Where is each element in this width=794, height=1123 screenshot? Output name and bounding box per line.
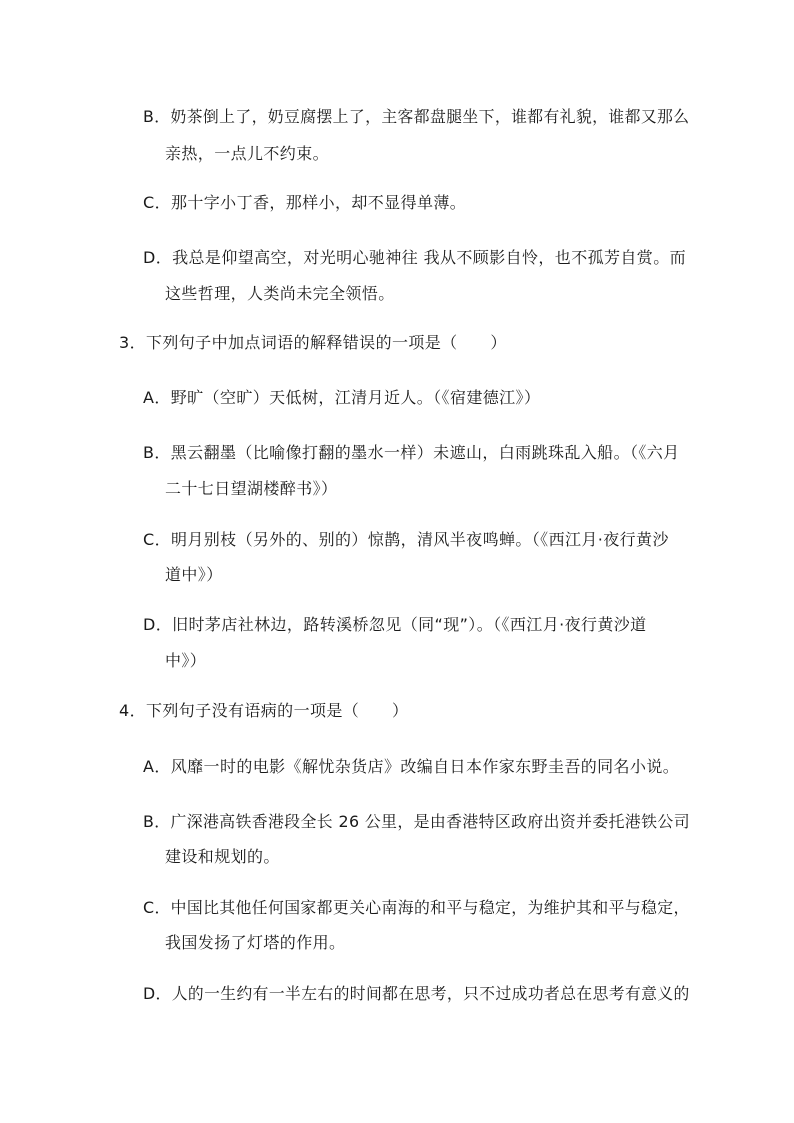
q2-option-d-line2: 这些哲理，人类尚未完全领悟。 bbox=[165, 284, 395, 303]
q2-option-c-line1: C．那十字小丁香，那样小，却不显得单薄。 bbox=[143, 193, 467, 212]
q3-stem: 3．下列句子中加点词语的解释错误的一项是（ ） bbox=[119, 333, 507, 352]
q3-option-a-line1: A．野旷（空旷）天低树，江清月近人。（《宿建德江》） bbox=[143, 388, 541, 407]
q2-option-b-line2: 亲热，一点儿不约束。 bbox=[165, 144, 330, 163]
q3-option-d-line2: 中》） bbox=[165, 651, 207, 670]
q2-option-b-line1: B．奶茶倒上了，奶豆腐摆上了，主客都盘腿坐下，谁都有礼貌，谁都又那么 bbox=[143, 107, 690, 126]
q2-option-d-line1: D．我总是仰望高空，对光明心驰神往 我从不顾影自怜，也不孤芳自赏。而 bbox=[143, 248, 687, 267]
q3-option-d-line1: D．旧时茅店社林边，路转溪桥忽见（同“现”）。（《西江月·夜行黄沙道 bbox=[143, 615, 647, 634]
q4-option-b-line1: B．广深港高铁香港段全长 26 公里，是由香港特区政府出资并委托港铁公司 bbox=[143, 812, 690, 831]
q4-option-c-line2: 我国发扬了灯塔的作用。 bbox=[165, 933, 346, 952]
q4-option-a-line1: A．风靡一时的电影《解忧杂货店》改编自日本作家东野圭吾的同名小说。 bbox=[143, 757, 680, 776]
q4-option-b-line2: 建设和规划的。 bbox=[165, 847, 280, 866]
q3-option-b-line1: B．黑云翻墨（比喻像打翻的墨水一样）未遮山，白雨跳珠乱入船。（《六月 bbox=[143, 443, 680, 462]
q3-option-b-line2: 二十七日望湖楼醉书》） bbox=[165, 479, 338, 498]
q4-option-d-line1: D．人的一生约有一半左右的时间都在思考，只不过成功者总在思考有意义的 bbox=[143, 984, 690, 1003]
q4-option-c-line1: C．中国比其他任何国家都更关心南海的和平与稳定，为维护其和平与稳定， bbox=[143, 898, 690, 917]
q3-option-c-line2: 道中》） bbox=[165, 565, 223, 584]
q4-stem: 4．下列句子没有语病的一项是（ ） bbox=[119, 701, 409, 720]
q3-option-c-line1: C．明月别枝（另外的、别的）惊鹊，清风半夜鸣蝉。（《西江月·夜行黄沙 bbox=[143, 530, 669, 549]
